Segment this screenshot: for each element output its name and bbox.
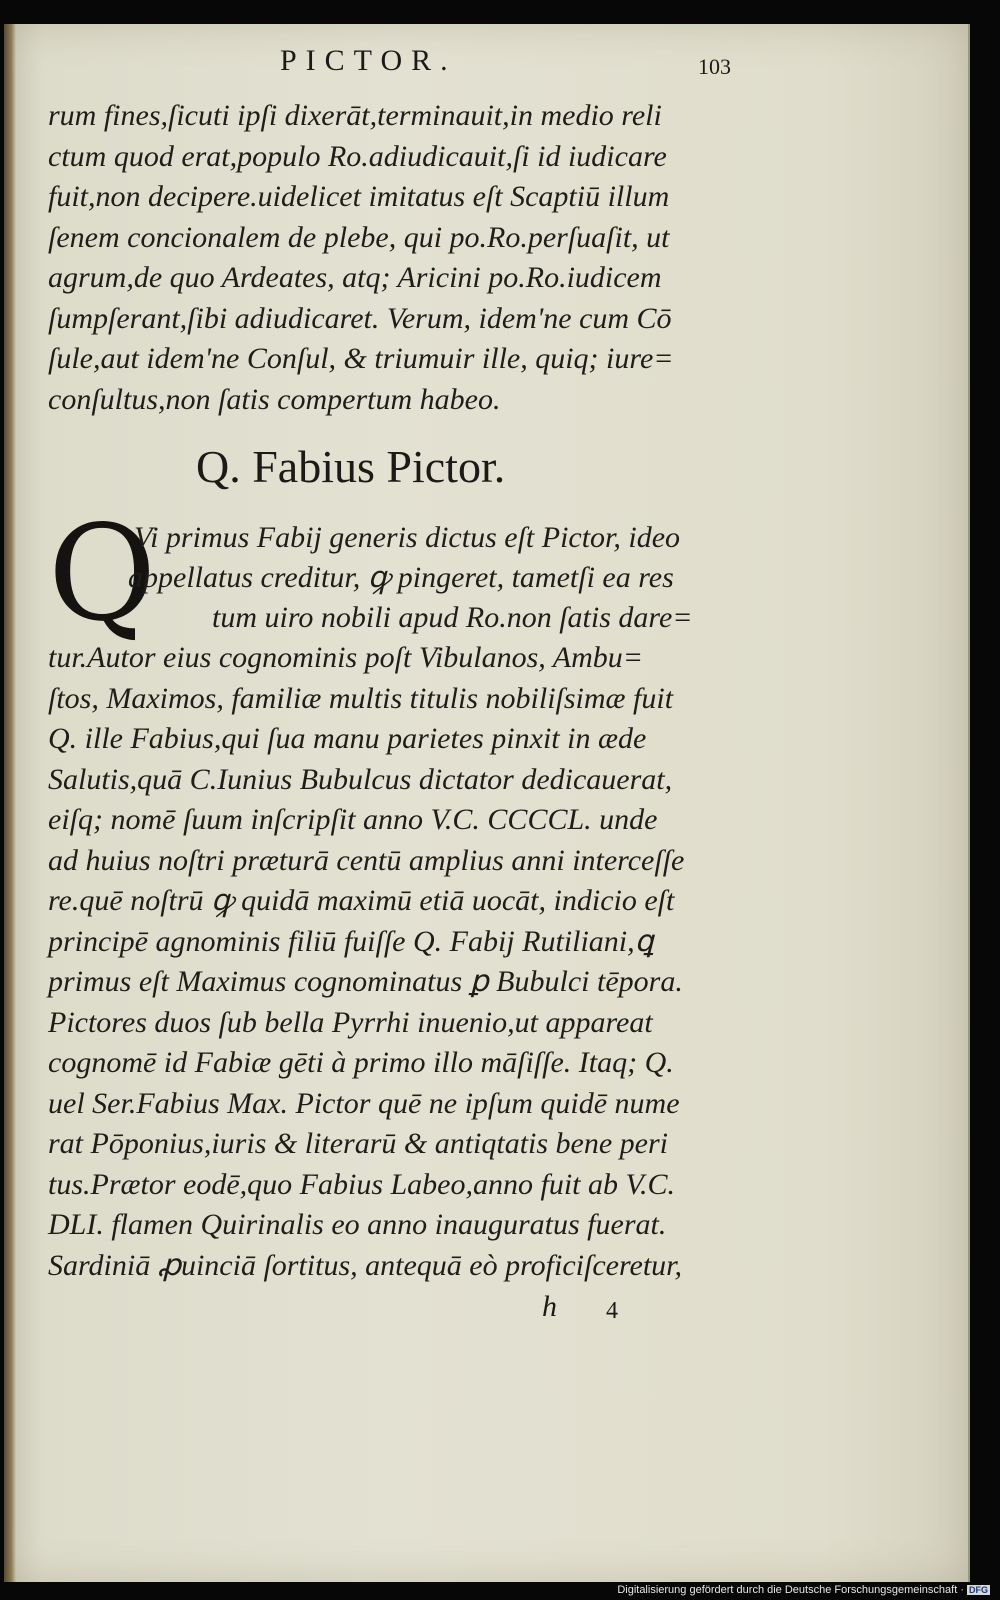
text-line: agrum,de quo Ardeates, atq; Aricini po.Ro.iudicem	[48, 261, 662, 294]
text-block-top	[48, 96, 738, 420]
running-head: PICTOR.	[280, 44, 457, 77]
text-line: ſule,aut idem'ne Conſul, & triumuir ille, quiq; iure=	[48, 342, 674, 375]
text-line: ſtos, Maximos, familiæ multis titulis nobiliſsimæ fuit	[48, 681, 674, 715]
digitization-credit	[617, 1584, 990, 1596]
text-line: Pictores duos ſub bella Pyrrhi inuenio,ut appareat	[48, 1005, 653, 1039]
drop-cap: Q	[48, 497, 157, 651]
text-line: Salutis,quā C.Iunius Bubulcus dictator dedicauerat,	[48, 762, 673, 796]
text-line: tus.Prætor eodē,quo Fabius Labeo,anno fuit ab V.C.	[48, 1167, 675, 1201]
text-line: DLI. flamen Quirinalis eo anno inauguratus fuerat.	[48, 1208, 667, 1241]
text-line: appellatus creditur, ꝙ pingeret, tametſi ea res	[128, 561, 674, 594]
text-line: tum uiro nobili apud Ro.non ſatis dare=	[212, 601, 693, 634]
signature-mark: h	[542, 1290, 557, 1323]
text-line: ad huius noſtri præturā centū amplius anni interceſſe	[48, 843, 685, 877]
text-line: ctum quod erat,populo Ro.adiudicauit,ſi id iudicare	[48, 139, 667, 173]
page-number: 103	[698, 54, 731, 79]
page-gutter	[4, 24, 16, 1582]
text-line: eiſq; nomē ſuum inſcripſit anno V.C. CCCCL. unde	[48, 803, 658, 836]
signature-number: 4	[606, 1298, 618, 1324]
text-line: conſultus,non ſatis compertum habeo.	[48, 382, 501, 416]
section-heading: Q. Fabius Pictor.	[196, 441, 506, 492]
text-line: fuit,non decipere.uidelicet imitatus eſt Scaptiū illum	[48, 180, 670, 213]
text-line: tur.Autor eius cognominis poſt Vibulanos, Ambu=	[48, 641, 643, 674]
text-line: Sardiniā ꝓuinciā ſortitus, antequā eò proficiſceretur,	[48, 1248, 683, 1282]
text-line: ſenem concionalem de plebe, qui po.Ro.perſuaſit, ut	[48, 220, 670, 254]
text-line: ſumpſerant,ſibi adiudicaret. Verum, idem'ne cum Cō	[48, 301, 672, 335]
text-line: Q. ille Fabius,qui ſua manu parietes pinxit in æde	[48, 722, 647, 755]
text-line: primus eſt Maximus cognominatus ꝑ Bubulci tēpora.	[48, 965, 683, 998]
text-line: Vi primus Fabij generis dictus eſt Pictor, ideo	[134, 521, 681, 554]
text-line: cognomē id Fabiæ gēti à primo illo māſiſſe. Itaq; Q.	[48, 1046, 674, 1079]
text-line: rum fines,ſicuti ipſi dixerāt,terminauit,in medio reli	[48, 99, 662, 132]
credit-text: Digitalisierung gefördert durch die Deutsche Forschungsgemeinschaft ·	[617, 1584, 964, 1596]
text-block-body	[48, 638, 738, 1286]
dfg-logo: DFG	[969, 1585, 988, 1596]
text-line: rat Pōponius,iuris & literarū & antiqtatis bene peri	[48, 1127, 669, 1160]
text-line: principē agnominis filiū fuiſſe Q. Fabij Rutiliani,ꝗ	[48, 924, 654, 958]
text-line: re.quē noſtrū ꝙ quidā maximū etiā uocāt, indicio eſt	[48, 884, 675, 917]
text-line: uel Ser.Fabius Max. Pictor quē ne ipſum quidē nume	[48, 1086, 680, 1120]
